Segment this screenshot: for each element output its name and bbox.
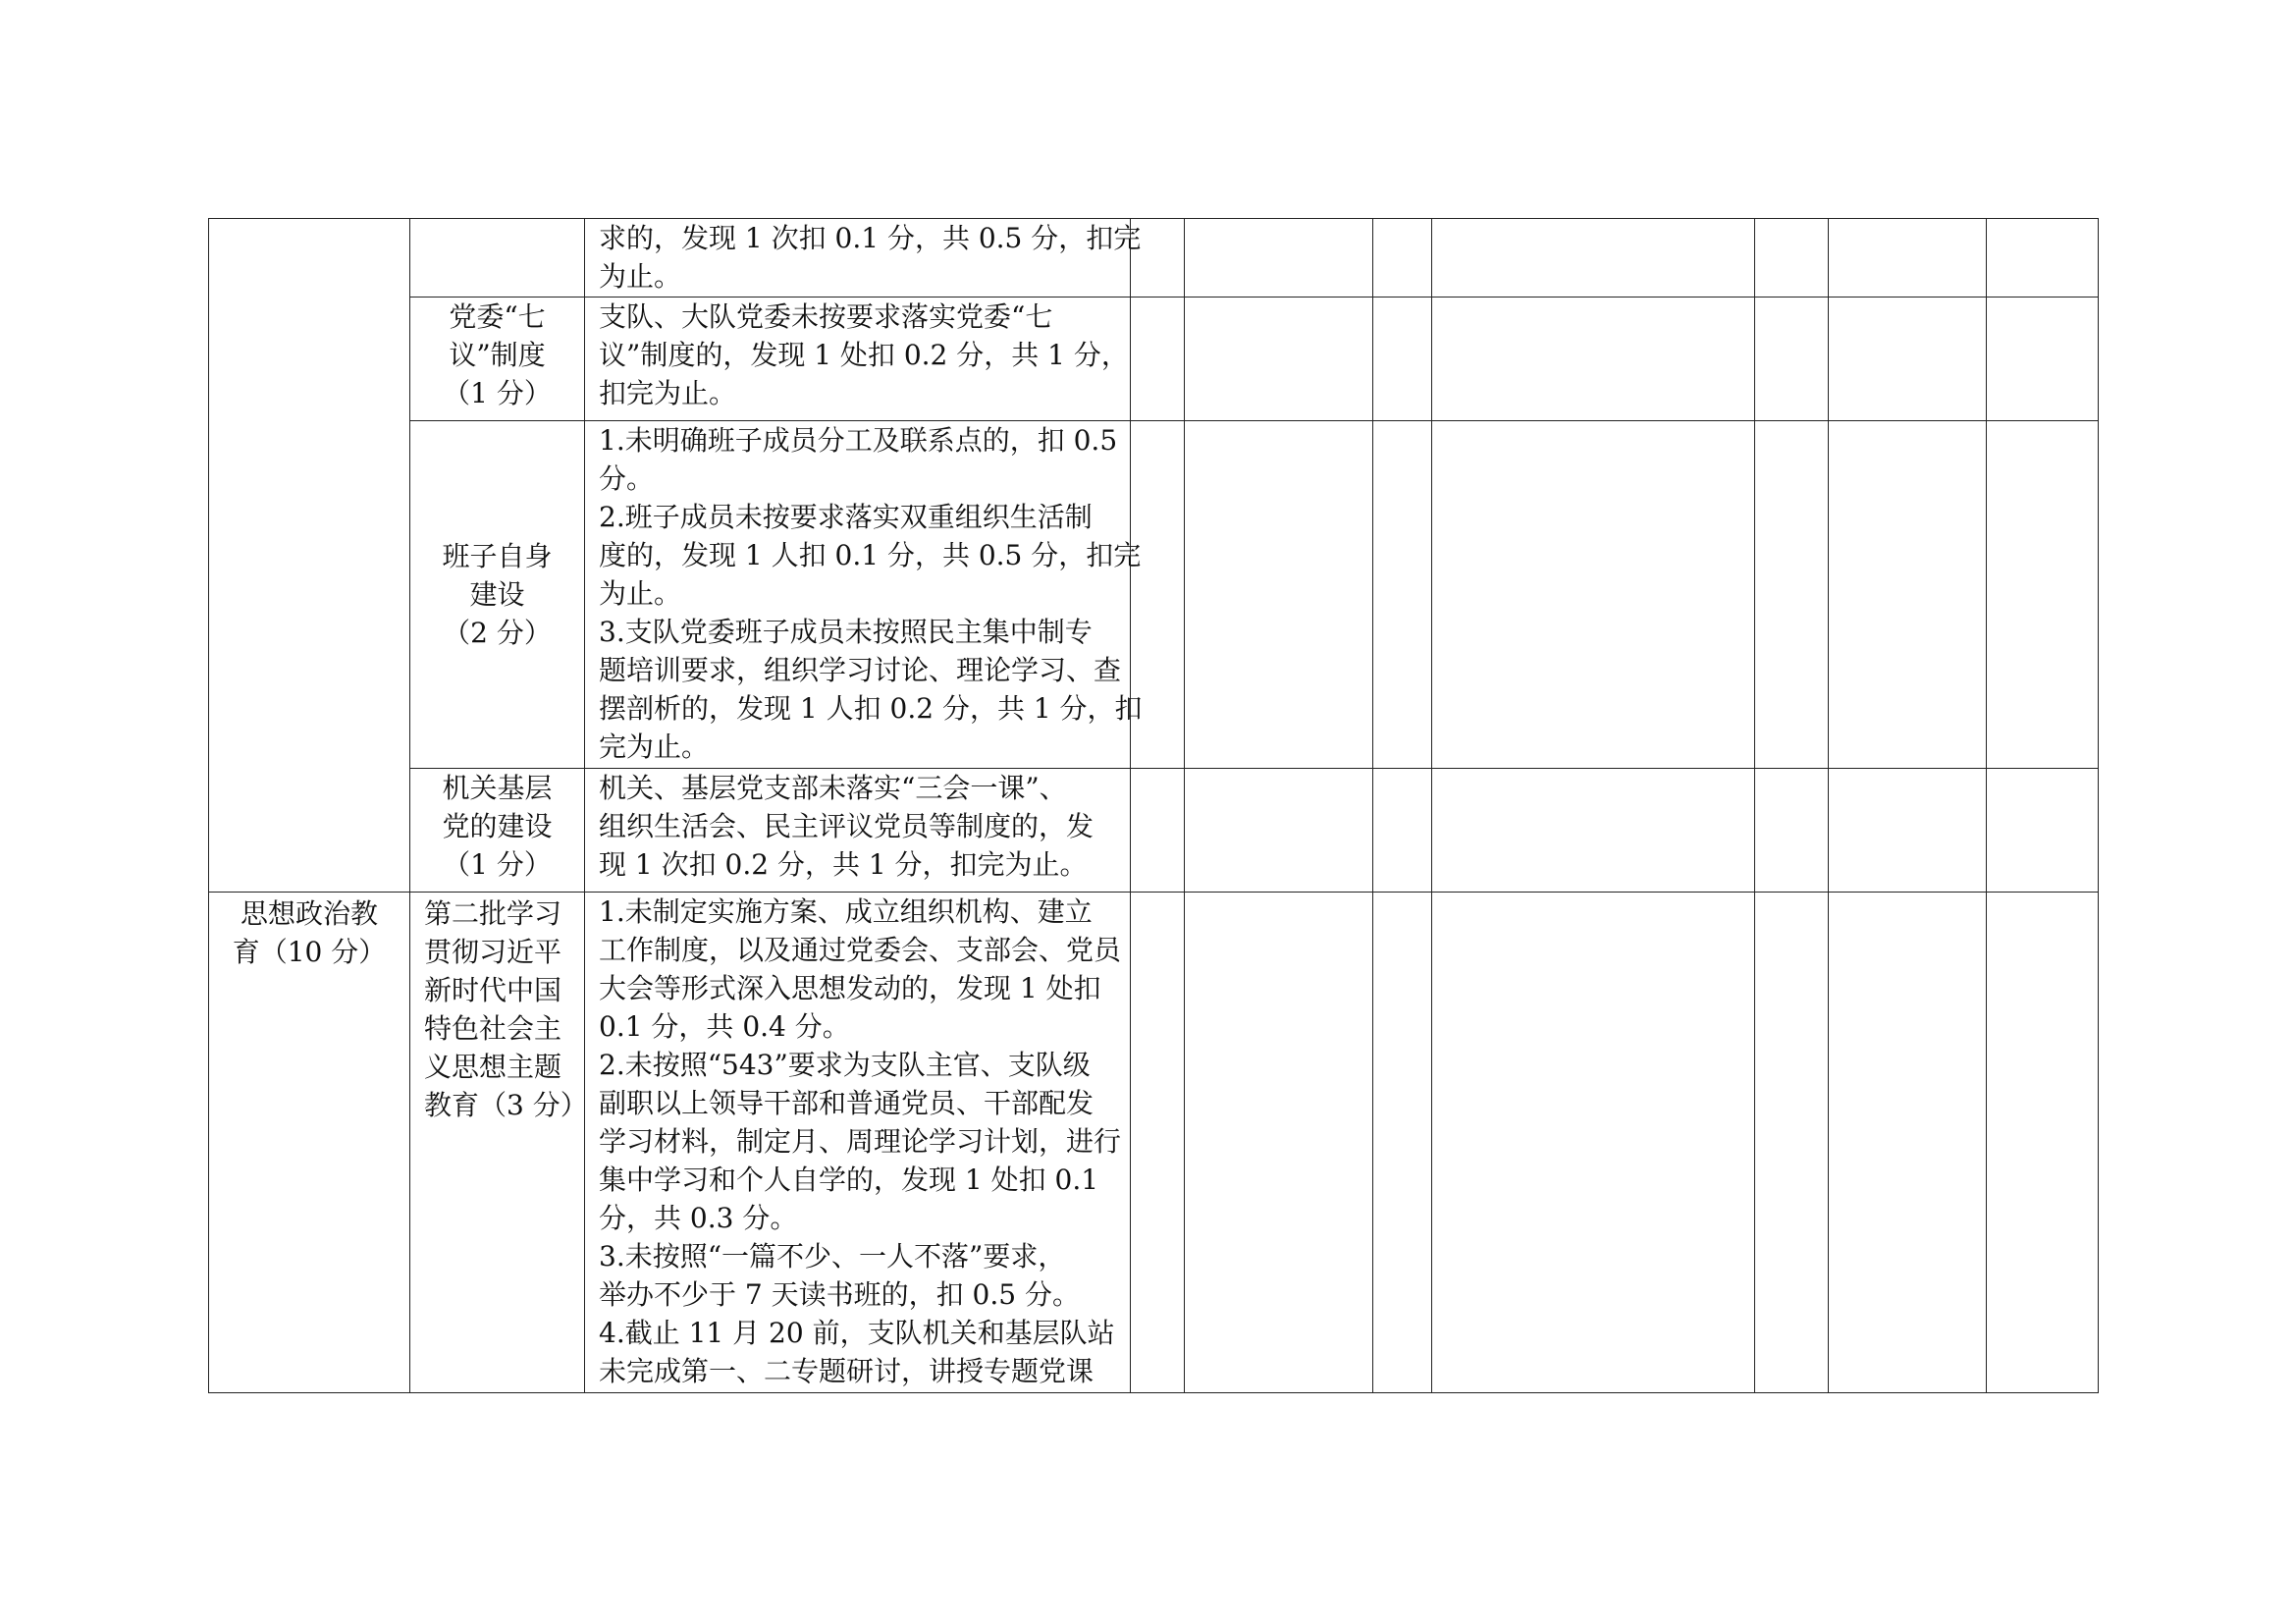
empty-cell <box>1755 769 1829 893</box>
empty-cell <box>1987 421 2099 769</box>
item-line: 党委“七 <box>449 300 546 333</box>
item-cell <box>410 421 585 769</box>
item-line: 建设 <box>469 578 525 611</box>
item-line: 义思想主题 <box>424 1051 562 1083</box>
empty-cell <box>1987 769 2099 893</box>
item-line: 议”制度 <box>449 339 546 371</box>
score-table <box>208 218 2099 1393</box>
criteria-line: 1.未明确班子成员分工及联系点的，扣 0.5 <box>599 424 1118 457</box>
criteria-line: 未完成第一、二专题研讨，讲授专题党课 <box>599 1355 1095 1387</box>
item-line: 机关基层 <box>442 772 553 804</box>
criteria-cell <box>585 298 1131 421</box>
empty-cell <box>1185 298 1373 421</box>
item-line: 第二批学习 <box>424 897 562 930</box>
empty-cell <box>1373 219 1432 298</box>
empty-cell <box>1432 421 1755 769</box>
item-line: 新时代中国 <box>424 974 562 1006</box>
criteria-line: 3.未按照“一篇不少、一人不落”要求， <box>599 1240 1066 1272</box>
table-row <box>209 219 2099 298</box>
criteria-cell <box>585 421 1143 769</box>
item-line: 贯彻习近平 <box>424 936 562 968</box>
empty-cell <box>1755 421 1829 769</box>
criteria-line: 求的，发现 1 次扣 0.1 分，共 0.5 分，扣完 <box>599 222 1142 254</box>
empty-cell <box>1829 893 1987 1393</box>
criteria-line: 3.支队党委班子成员未按照民主集中制专 <box>599 616 1093 648</box>
empty-cell <box>1373 298 1432 421</box>
criteria-line: 学习材料，制定月、周理论学习计划，进行 <box>599 1125 1122 1158</box>
category-line: 育（10 分） <box>232 936 387 968</box>
empty-cell <box>1185 893 1373 1393</box>
criteria-line: 现 1 次扣 0.2 分，共 1 分，扣完为止。 <box>599 848 1088 881</box>
criteria-line: 度的，发现 1 人扣 0.1 分，共 0.5 分，扣完 <box>599 539 1142 571</box>
empty-cell <box>1373 421 1432 769</box>
empty-cell <box>1185 769 1373 893</box>
item-line: （2 分） <box>443 617 552 649</box>
criteria-line: 副职以上领导干部和普通党员、干部配发 <box>599 1087 1095 1119</box>
empty-cell <box>1829 421 1987 769</box>
empty-cell <box>1185 219 1373 298</box>
empty-cell <box>1755 893 1829 1393</box>
table-row <box>209 421 2099 769</box>
empty-cell <box>1131 298 1185 421</box>
empty-cell <box>1987 893 2099 1393</box>
criteria-line: 大会等形式深入思想发动的，发现 1 处扣 <box>599 972 1101 1004</box>
table-row <box>209 769 2099 893</box>
empty-cell <box>1373 893 1432 1393</box>
item-cell <box>410 893 588 1393</box>
criteria-line: 2.班子成员未按要求落实双重组织生活制 <box>599 501 1093 533</box>
criteria-line: 举办不少于 7 天读书班的，扣 0.5 分。 <box>599 1278 1080 1311</box>
empty-cell <box>1755 219 1829 298</box>
empty-cell <box>1185 421 1373 769</box>
empty-cell <box>1987 219 2099 298</box>
criteria-line: 摆剖析的，发现 1 人扣 0.2 分，共 1 分，扣 <box>599 692 1143 725</box>
criteria-cell <box>585 769 1131 893</box>
criteria-line: 议”制度的，发现 1 处扣 0.2 分，共 1 分， <box>599 339 1129 371</box>
item-cell <box>410 219 585 298</box>
criteria-line: 支队、大队党委未按要求落实党委“七 <box>599 300 1053 333</box>
criteria-line: 2.未按照“543”要求为支队主官、支队级 <box>599 1049 1091 1081</box>
empty-cell <box>1373 769 1432 893</box>
item-cell <box>410 769 585 893</box>
criteria-line: 1.未制定实施方案、成立组织机构、建立 <box>599 895 1093 928</box>
criteria-cell <box>585 219 1142 298</box>
criteria-line: 机关、基层党支部未落实“三会一课”、 <box>599 772 1067 804</box>
criteria-line: 集中学习和个人自学的，发现 1 处扣 0.1 <box>599 1164 1099 1196</box>
criteria-line: 分，共 0.3 分。 <box>599 1202 798 1234</box>
empty-cell <box>1432 219 1755 298</box>
empty-cell <box>1131 893 1185 1393</box>
empty-cell <box>1131 769 1185 893</box>
item-line: 班子自身 <box>442 540 553 572</box>
empty-cell <box>1829 219 1987 298</box>
category-cell <box>209 893 410 1393</box>
category-line: 思想政治教 <box>240 897 378 930</box>
item-line: （1 分） <box>443 848 552 881</box>
criteria-line: 题培训要求，组织学习讨论、理论学习、查 <box>599 654 1122 686</box>
empty-cell <box>1829 298 1987 421</box>
category-cell <box>209 219 410 893</box>
item-cell <box>410 298 585 421</box>
criteria-line: 工作制度，以及通过党委会、支部会、党员 <box>599 934 1122 966</box>
criteria-line: 组织生活会、民主评议党员等制度的，发 <box>599 810 1095 842</box>
criteria-line: 为止。 <box>599 260 682 293</box>
empty-cell <box>1829 769 1987 893</box>
criteria-line: 完为止。 <box>599 731 710 763</box>
criteria-cell <box>585 893 1131 1393</box>
criteria-line: 为止。 <box>599 577 682 610</box>
table-row <box>209 893 2099 1393</box>
table-row <box>209 298 2099 421</box>
item-line: 特色社会主 <box>424 1012 562 1045</box>
criteria-line: 分。 <box>599 462 655 495</box>
criteria-line: 4.截止 11 月 20 前，支队机关和基层队站 <box>599 1317 1115 1349</box>
item-line: （1 分） <box>443 377 552 409</box>
empty-cell <box>1432 893 1755 1393</box>
empty-cell <box>1432 769 1755 893</box>
empty-cell <box>1987 298 2099 421</box>
criteria-line: 0.1 分，共 0.4 分。 <box>599 1010 850 1043</box>
item-line: 党的建设 <box>442 810 553 842</box>
empty-cell <box>1755 298 1829 421</box>
empty-cell <box>1432 298 1755 421</box>
item-line: 教育（3 分） <box>424 1089 588 1121</box>
criteria-line: 扣完为止。 <box>599 377 737 409</box>
